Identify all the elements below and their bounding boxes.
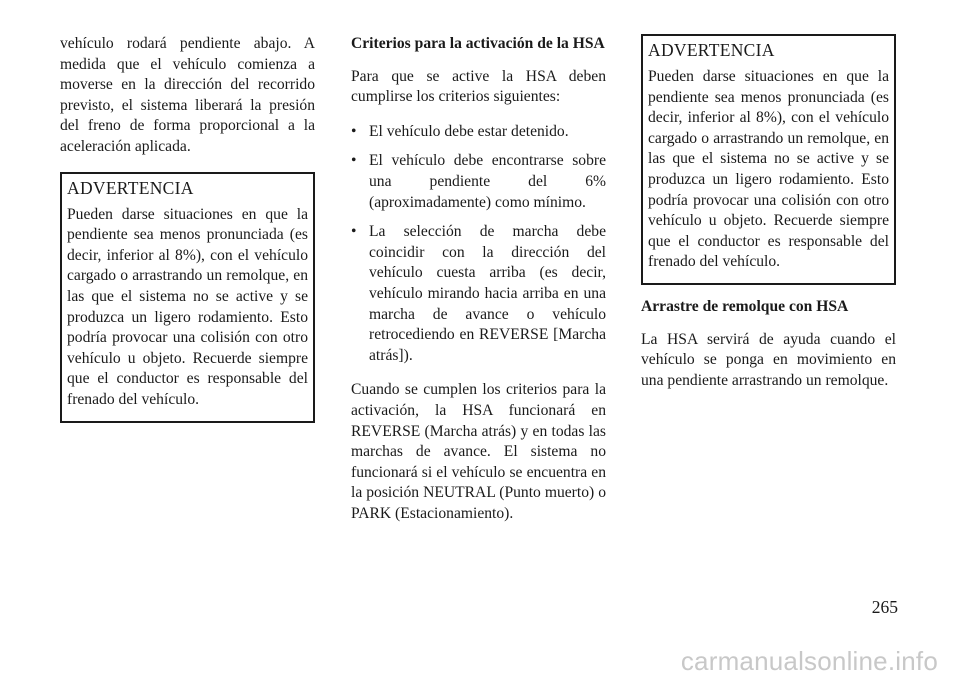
warning-text: Pueden darse situaciones en que la pendiente sea menos pronunciada (es decir, inferior al 8%), con el vehículo cargado o arrastrando un remolque, en las que el sistema no se active y se produzca un ligero rodamiento. Esto podría provocar una colisión con otro vehículo u objeto. Recuerde siempre que el conductor es responsable del frenado del vehículo.	[67, 205, 308, 408]
list-item: • El vehículo debe estar detenido.	[351, 122, 606, 143]
list-item: • La selección de marcha debe coincidir con la dirección del vehículo cuesta arriba (es decir, vehículo mirando hacia arriba en una marcha de avance o vehículo retrocediendo en REVERSE [Marcha atrás]).	[351, 222, 606, 366]
trailer-paragraph: La HSA servirá de ayuda cuando el vehículo se ponga en movimiento en una pendiente arrastrando un remolque.	[641, 330, 896, 389]
warning-text: Pueden darse situaciones en que la pendiente sea menos pronunciada (es decir, inferior al 8%), con el vehículo cargado o arrastrando un remolque, en las que el sistema no se active y se produzca un ligero rodamiento. Esto podría provocar una colisión con otro vehículo u objeto. Recuerde siempre que el conductor es responsable del frenado del vehículo.	[648, 68, 889, 271]
section-heading: Criterios para la activación de la HSA	[351, 35, 605, 52]
warning-title: ADVERTENCIA	[648, 40, 775, 60]
column-1	[60, 34, 315, 423]
section-heading: Arrastre de remolque con HSA	[641, 297, 849, 315]
warning-box	[60, 172, 315, 423]
intro-paragraph: vehículo rodará pendiente abajo. A medida que el vehículo comienza a moverse en la dirección del recorrido previsto, el sistema liberará la presión del freno de forma proporcional a la aceleración aplicada.	[60, 35, 315, 155]
page-number: 265	[871, 597, 898, 617]
warning-box	[641, 34, 896, 285]
watermark: carmanualsonline.info	[680, 646, 938, 676]
list-item: • El vehículo debe encontrarse sobre una pendiente del 6% (aproximadamente) como mínimo.	[351, 151, 606, 213]
closing-paragraph: Cuando se cumplen los criterios para la activación, la HSA funcionará en REVERSE (Marcha atrás) y en todas las marchas de avance. El sistema no funcionará si el vehículo se encuentra en la posición NEUTRAL (Punto muerto) o PARK (Estacionamiento).	[351, 381, 606, 522]
criteria-intro: Para que se active la HSA deben cumplirse los criterios siguientes:	[351, 67, 606, 106]
column-2	[351, 34, 606, 538]
criteria-list	[351, 122, 606, 367]
warning-title: ADVERTENCIA	[67, 177, 194, 198]
column-3	[641, 34, 896, 405]
